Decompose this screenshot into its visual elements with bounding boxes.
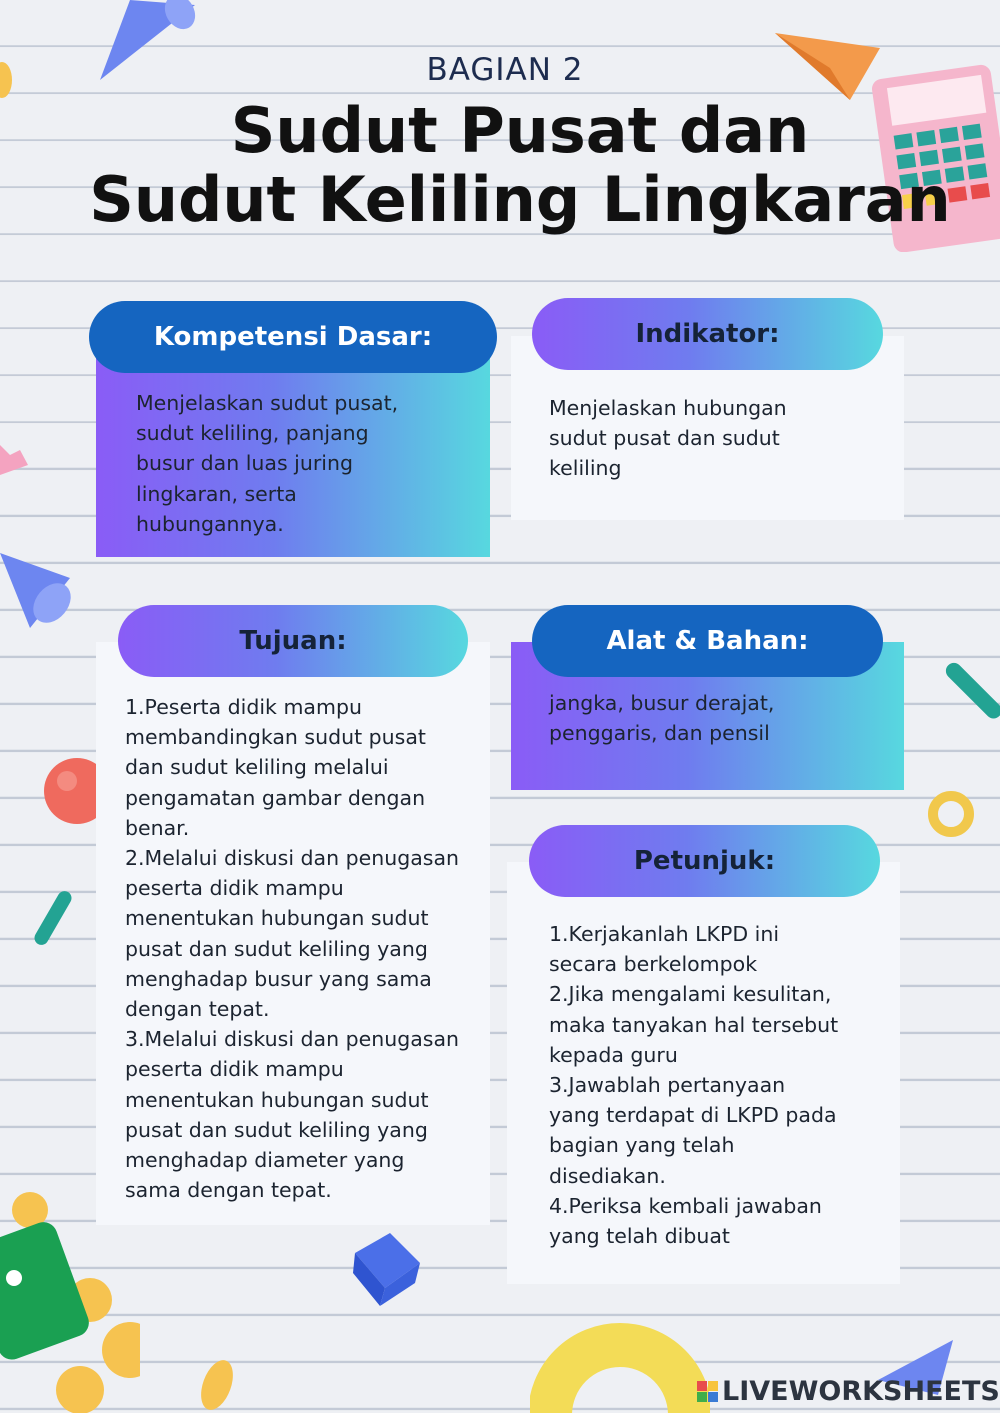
tujuan-line: dengan tepat. [125,997,270,1022]
tujuan-line: pengamatan gambar dengan [125,785,426,810]
indikator-list [549,393,889,484]
coin-icon-2 [195,1355,240,1413]
alat-body [549,688,889,748]
page-title-line-1: Sudut Pusat dan [230,94,810,167]
tujuan-line: peserta didik mampu [125,1057,344,1082]
tujuan-line: 3.Melalui diskusi dan penugasan [125,1027,460,1052]
cylinder-icon-2 [945,655,1000,725]
liveworksheets-logo-icon [697,1381,718,1402]
tujuan-line: pusat dan sudut keliling yang [125,1117,428,1142]
kompetensi-line: sudut keliling, panjang [136,421,369,446]
tujuan-line: menghadap diameter yang [125,1148,405,1173]
petunjuk-panel [507,862,900,1284]
alat-list [549,688,889,748]
petunjuk-line: bagian yang telah [549,1133,735,1158]
tujuan-line: peserta didik mampu [125,876,344,901]
tujuan-line: membandingkan sudut pusat [125,725,426,750]
petunjuk-line: 2.Jika mengalami kesulitan, [549,982,832,1007]
petunjuk-line: yang terdapat di LKPD pada [549,1103,837,1128]
indikator-line: Menjelaskan hubungan [549,396,787,420]
tujuan-line: pusat dan sudut keliling yang [125,936,428,961]
tujuan-list [125,692,490,1205]
petunjuk-line: yang telah dibuat [549,1224,730,1249]
indikator-line: sudut pusat dan sudut [549,426,780,451]
tujuan-heading: Tujuan: [118,605,468,677]
kompetensi-line: hubungannya. [136,511,284,536]
kompetensi-line: busur dan luas juring [136,451,353,476]
tujuan-line: sama dengan tepat. [125,1178,332,1203]
tujuan-line: dan sudut keliling melalui [125,755,389,780]
watermark-text: LIVEWORKSHEETS [722,1376,1000,1407]
cone-icon-2 [0,548,78,633]
tujuan-line: 1.Peserta didik mampu [125,695,362,719]
petunjuk-body [549,919,894,1251]
petunjuk-line: 4.Periksa kembali jawaban [549,1193,822,1218]
petunjuk-line: secara berkelompok [549,952,758,977]
kompetensi-body [136,388,486,539]
kompetensi-heading: Kompetensi Dasar: [89,301,497,373]
donut-icon [530,1320,710,1413]
petunjuk-list [549,919,894,1251]
page-title-line-2: Sudut Keliling Lingkaran [89,163,951,236]
kompetensi-line: lingkaran, serta [136,481,297,506]
ring-icon [925,788,977,840]
tujuan-line: menentukan hubungan sudut [125,1087,429,1112]
alat-line: penggaris, dan pensil [549,721,770,746]
cylinder-icon [28,888,78,948]
indikator-heading: Indikator: [532,298,883,370]
petunjuk-line: kepada guru [549,1042,678,1067]
tujuan-line: menghadap busur yang sama [125,966,432,991]
tujuan-panel [96,642,490,1225]
tujuan-body [125,692,490,1205]
petunjuk-line: maka tanyakan hal tersebut [549,1012,839,1037]
liveworksheets-watermark [697,1376,1000,1407]
indikator-body [549,393,889,484]
tujuan-line: benar. [125,815,190,840]
tujuan-line: menentukan hubungan sudut [125,906,429,931]
cube-icon [345,1228,425,1308]
petunjuk-heading: Petunjuk: [529,825,880,897]
kompetensi-list [136,388,486,539]
alat-heading: Alat & Bahan: [532,605,883,677]
petunjuk-line: 3.Jawablah pertanyaan [549,1073,786,1098]
indikator-line: keliling [549,456,622,481]
zigzag-icon [0,440,30,480]
section-label: BAGIAN 2 [426,52,584,88]
petunjuk-line: disediakan. [549,1163,666,1188]
petunjuk-line: 1.Kerjakanlah LKPD ini [549,922,780,946]
alat-line: jangka, busur derajat, [549,691,775,715]
kompetensi-line: Menjelaskan sudut pusat, [136,391,399,415]
tujuan-line: 2.Melalui diskusi dan penugasan [125,846,460,871]
